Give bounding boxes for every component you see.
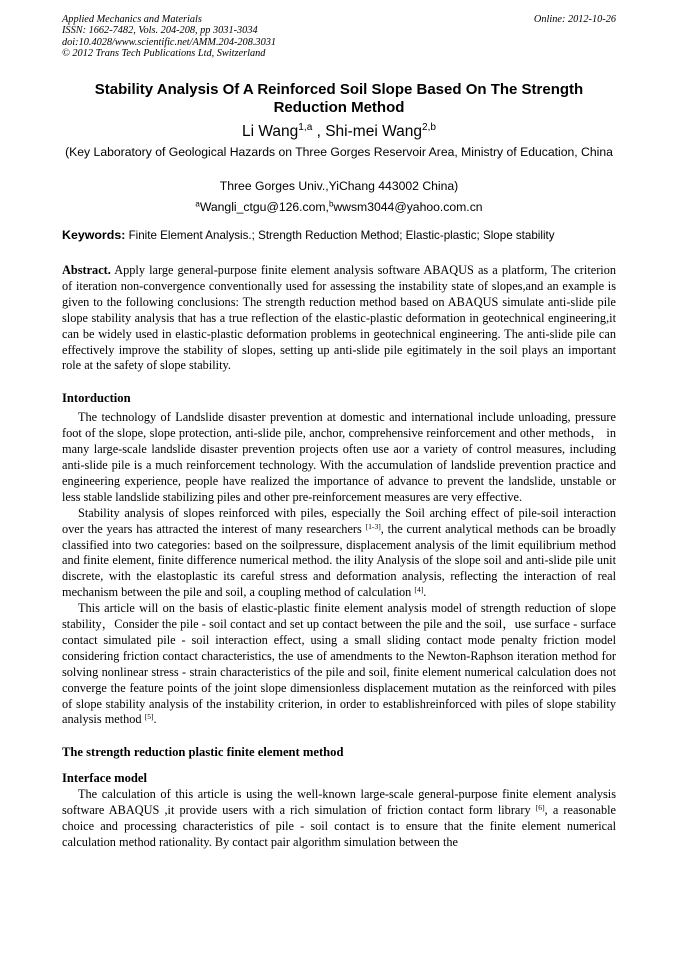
author-separator: , (312, 123, 326, 140)
keywords-label: Keywords: (62, 228, 126, 242)
author-line (62, 122, 616, 142)
intro-paragraph-1: The technology of Landslide disaster prevention at domestic and international include unloading, pressure foot of the slope, slope protection, anti-slide pile, anchor, comprehensive reinforcement and other methods， in many large-scale landslide disaster prevention projects often use aor a variety of control measures, including anti-slide pile is a much reinforcement technology. With the accumulation of landslide prevention practice and engineering experience, people have realized the importance of advance to prevent the landslide, unstable or less stable landslide stabilizing piles and other pre-reinforcement measures are very effective. (62, 410, 616, 504)
author-emails (62, 200, 616, 215)
email-a-mark: a (195, 199, 200, 209)
keywords-text: Finite Element Analysis.; Strength Reduction Method; Elastic-plastic; Slope stability (125, 229, 555, 242)
interface-paragraph: The calculation of this article is using the well-known large-scale general-purpose finite element analysis software ABAQUS ,it provide users with a rich simulation of friction contact form library [6], a reasonable choice and processing characteristics of pile - soil contact is to ensure that the finite element numerical calculation method rationality. By contact pair algorithm simulation between the (62, 787, 616, 849)
journal-name: Applied Mechanics and Materials (62, 14, 202, 25)
email-b[interactable]: wwsm3044@yahoo.com.cn (333, 200, 483, 214)
method-heading: The strength reduction plastic finite element method (62, 745, 344, 760)
author-2-affil-mark: 2,b (421, 121, 436, 133)
interface-model-heading: Interface model (62, 771, 147, 786)
online-date: Online: 2012-10-26 (533, 14, 616, 25)
copyright-line: © 2012 Trans Tech Publications Ltd, Switzerland (62, 47, 266, 59)
paper-title: Stability Analysis Of A Reinforced Soil Slope Based On The Strength Reduction Method (94, 81, 584, 116)
citation-1-3: [1-3] (365, 521, 381, 531)
email-b-mark: b (328, 199, 334, 209)
introduction-heading: Intorduction (62, 391, 131, 406)
address: Three Gorges Univ.,YiChang 443002 China) (219, 179, 459, 193)
abstract (62, 263, 616, 374)
citation-6: [6] (535, 802, 545, 812)
email-a[interactable]: Wangli_ctgu@126.com, (199, 200, 329, 214)
intro-paragraph-3: This article will on the basis of elastic-plastic finite element analysis model of strength reduction of slope stability，Consider the pile - soil contact and set up contact between the pile and the soil，use surface - surface contact simulated pile - soil interaction effect, using a small sliding contact mode penalty friction model considering friction contact characteristics, the use of amendments to the Newton-Raphson iteration method for solving nonlinear stress - strain characteristics of the pile and soil, finite element numerical calculation does not converge the feature points of the joint slope dimensionless displacement mutation as the reinforced with piles of slope stability analysis of the instability criterion, in order to establishreinforced with piles of slope stability analysis method [5]. (62, 601, 616, 727)
citation-5: [5] (144, 712, 154, 722)
keywords-line (62, 228, 616, 243)
author-1-affil-mark: 1,a (298, 121, 313, 133)
author-2-name: Shi-mei Wang (325, 123, 422, 140)
issn-line: ISSN: 1662-7482, Vols. 204-208, pp 3031-3034 (62, 25, 258, 37)
citation-4: [4] (414, 585, 424, 595)
journal-header (62, 14, 616, 59)
author-1-name: Li Wang (242, 123, 299, 140)
paper-body (62, 263, 616, 851)
affiliation: (Key Laboratory of Geological Hazards on Three Gorges Reservoir Area, Ministry of Education, China (65, 145, 613, 159)
doi-line[interactable]: doi:10.4028/www.scientific.net/AMM.204-208.3031 (62, 36, 277, 48)
intro-paragraph-2: Stability analysis of slopes reinforced with piles, especially the Soil arching effect of pile-soil interaction over the years has attracted the interest of many researchers [1-3], the current analytical methods can be broadly classified into two categories: based on the soilpressure, displacement analysis of the limit equilibrium method and finite element, finite difference numerical method. the ility Analysis of the slope soil and anti-slide pile unit discrete, with the elastoplastic its careful stress and deformation analysis, reflecting the interaction of real mechanism between the pile and soil, a coupling method of calculation [4]. (62, 505, 616, 600)
abstract-text: Apply large general-purpose finite element analysis software ABAQUS as a platform, The criterion of iteration non-convergence conventionally used for assessing the instability state of slopes,and an example is given to the following conclusions: The strength reduction method based on ABAQUS simulate anti-slide pile slope stability analysis that has a true reflection of the elastic-plastic deformation in geotechnical engineering,it can be widely used in elastic-plastic deformation problems in geotechnical engineering. The anti-slide pile can effectively improve the stability of slopes, setting up anti-slide pile egitimately in the soil plays an important role at the safety of slope stability. (62, 263, 616, 373)
abstract-label: Abstract. (62, 263, 111, 277)
